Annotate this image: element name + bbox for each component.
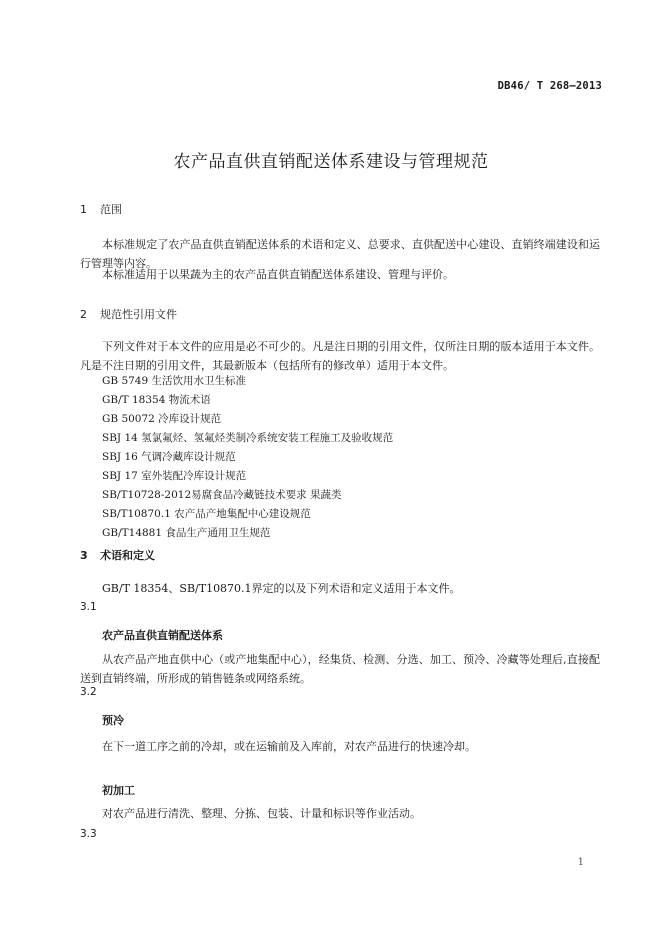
section-3-intro: GB/T 18354、SB/T10870.1界定的以及下列术语和定义适用于本文件。 (102, 582, 461, 595)
normative-reference: GB 50072 冷库设计规范 (102, 413, 222, 425)
section-number: 2 (80, 308, 87, 321)
document-code: DB46/ T 268—2013 (497, 80, 602, 92)
clause-number: 3.3 (80, 828, 97, 840)
section-1-paragraph-1: 本标准规定了农产品直供直销配送体系的术语和定义、总要求、直供配送中心建设、直销终端建设和运行管理等内容。 (80, 238, 600, 270)
normative-reference: SBJ 14 氢氯氟烃、氢氟烃类制冷系统安装工程施工及验收规范 (102, 432, 394, 444)
section-number: 1 (80, 203, 87, 216)
normative-reference: SB/T10870.1 农产品产地集配中心建设规范 (102, 508, 311, 520)
term-definition: 对农产品进行清洗、整理、分拣、包装、计量和标识等作业活动。 (102, 807, 421, 820)
normative-reference: SBJ 16 气调冷藏库设计规范 (102, 451, 236, 463)
section-3-heading (80, 547, 155, 563)
section-number: 3 (80, 549, 88, 562)
section-2-paragraph-1: 下列文件对于本文件的应用是必不可少的。凡是注日期的引用文件，仅所注日期的版本适用于本文件。凡是不注日期的引用文件，其最新版本（包括所有的修改单）适用于本文件。 (80, 340, 600, 372)
page-number: 1 (577, 857, 584, 868)
clause-number: 3.2 (80, 686, 97, 698)
section-title: 范围 (100, 203, 122, 216)
normative-reference: SBJ 17 室外装配冷库设计规范 (102, 470, 247, 482)
normative-reference: GB/T14881 食品生产通用卫生规范 (102, 527, 271, 539)
term-name: 农产品直供直销配送体系 (102, 629, 223, 642)
section-title: 规范性引用文件 (100, 308, 177, 321)
clause-number: 3.1 (80, 601, 97, 613)
term-definition: 在下一道工序之前的冷却，或在运输前及入库前，对农产品进行的快速冷却。 (102, 740, 476, 753)
normative-reference: SB/T10728-2012易腐食品冷藏链技术要求 果蔬类 (102, 489, 342, 501)
term-definition: 从农产品产地直供中心（或产地集配中心），经集货、检测、分选、加工、预冷、冷藏等处理后,直接配送到直销终端，所形成的销售链条或网络系统。 (80, 653, 600, 685)
normative-reference: GB/T 18354 物流术语 (102, 394, 211, 406)
section-title: 术语和定义 (100, 549, 155, 562)
normative-reference: GB 5749 生活饮用水卫生标准 (102, 375, 247, 387)
page-title: 农产品直供直销配送体系建设与管理规范 (173, 152, 489, 172)
term-name: 预冷 (102, 714, 124, 727)
section-1-paragraph-2: 本标准适用于以果蔬为主的农产品直供直销配送体系建设、管理与评价。 (102, 268, 454, 281)
section-2-heading (80, 306, 177, 322)
term-name: 初加工 (102, 784, 135, 797)
section-1-heading (80, 201, 122, 217)
